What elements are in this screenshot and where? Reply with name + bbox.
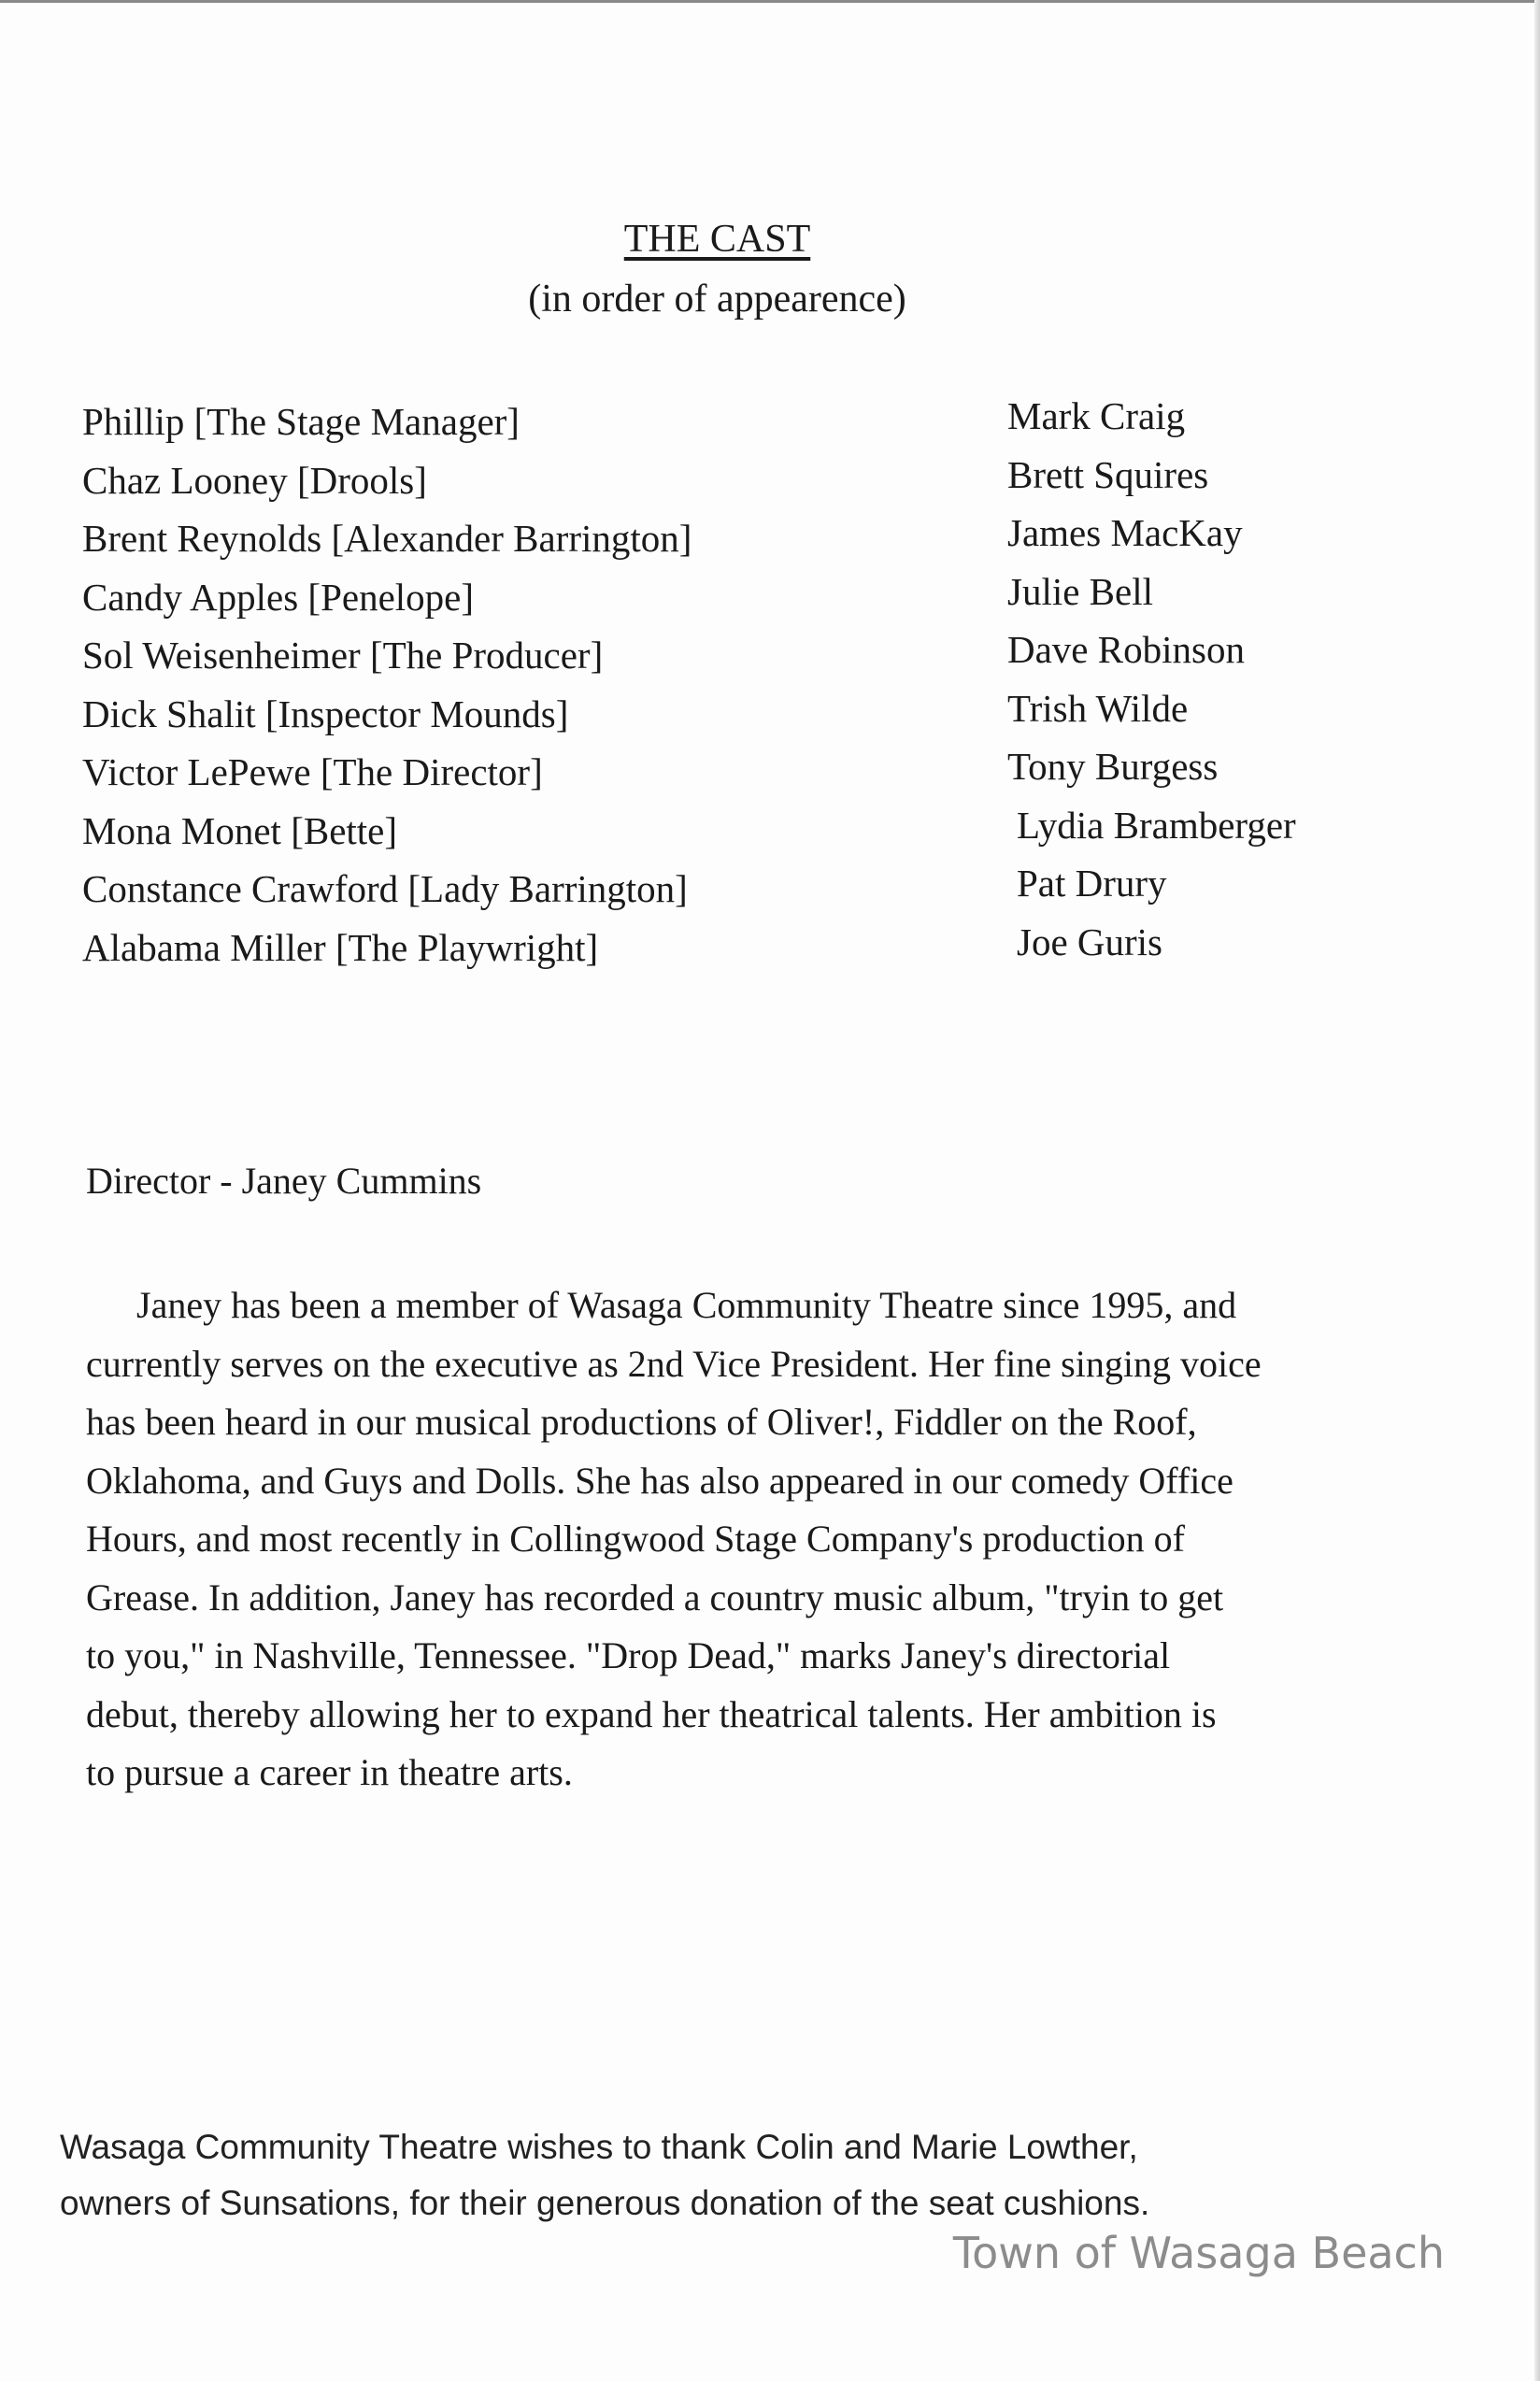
cast-row (82, 392, 1390, 451)
bio-line: Oklahoma, and Guys and Dolls. She has also appeared in our comedy Office (86, 1459, 1233, 1502)
bio-line: has been heard in our musical productions of Oliver!, Fiddler on the Roof, (86, 1401, 1197, 1443)
cast-row (82, 451, 1390, 510)
cast-row (82, 685, 1390, 744)
cast-subtitle: (in order of appearence) (528, 278, 906, 321)
thanks-line: Wasaga Community Theatre wishes to thank Colin and Marie Lowther, (60, 2128, 1138, 2166)
cast-role: Candy Apples [Penelope] (82, 575, 475, 619)
cast-role: Constance Crawford [Lady Barrington] (82, 867, 688, 910)
cast-row (82, 568, 1390, 627)
cast-actor: Brett Squires (1007, 452, 1209, 496)
cast-actor: Lydia Bramberger (1017, 803, 1296, 847)
cast-row (82, 860, 1390, 919)
cast-row (82, 919, 1390, 977)
bio-line: Grease. In addition, Janey has recorded a country music album, "tryin to get (86, 1575, 1224, 1618)
bio-line: to you," in Nashville, Tennessee. "Drop Dead," marks Janey's directorial (86, 1634, 1171, 1676)
bio-line: to pursue a career in theatre arts. (86, 1751, 573, 1793)
bio-line: currently serves on the executive as 2nd Vice President. Her fine singing voice (86, 1342, 1262, 1385)
cast-actor: Mark Craig (1007, 394, 1186, 437)
cast-role: Sol Weisenheimer [The Producer] (82, 634, 604, 677)
watermark: Town of Wasaga Beach (952, 2228, 1445, 2278)
bio-line: Janey has been a member of Wasaga Community Theatre since 1995, and (136, 1284, 1237, 1326)
cast-row (82, 802, 1390, 861)
cast-role: Alabama Miller [The Playwright] (82, 925, 599, 969)
cast-actor: Trish Wilde (1007, 686, 1189, 730)
cast-role: Phillip [The Stage Manager] (82, 400, 520, 443)
cast-role: Mona Monet [Bette] (82, 808, 398, 852)
cast-actor: Dave Robinson (1007, 628, 1245, 671)
director-heading: Director - Janey Cummins (86, 1160, 482, 1202)
page-right-edge (1534, 0, 1540, 2381)
page-top-edge (0, 0, 1540, 3)
cast-actor: James MacKay (1007, 511, 1243, 554)
cast-row (82, 509, 1390, 568)
cast-row (82, 743, 1390, 802)
cast-actor: Julie Bell (1007, 569, 1154, 613)
director-bio (86, 1276, 1394, 1803)
cast-list (82, 392, 1390, 977)
cast-actor: Joe Guris (1017, 920, 1163, 963)
cast-role: Dick Shalit [Inspector Mounds] (82, 691, 569, 735)
cast-role: Brent Reynolds [Alexander Barrington] (82, 517, 692, 560)
thanks-note (60, 2119, 1462, 2231)
cast-actor: Pat Drury (1017, 862, 1167, 905)
cast-row (82, 626, 1390, 685)
cast-title: THE CAST (623, 218, 811, 261)
bio-line: debut, thereby allowing her to expand her theatrical talents. Her ambition is (86, 1692, 1217, 1735)
thanks-line: owners of Sunsations, for their generous donation of the seat cushions. (60, 2184, 1150, 2222)
cast-role: Victor LePewe [The Director] (82, 750, 543, 793)
cast-actor: Tony Burgess (1007, 745, 1219, 788)
bio-line: Hours, and most recently in Collingwood Stage Company's production of (86, 1518, 1185, 1560)
cast-role: Chaz Looney [Drools] (82, 458, 427, 502)
